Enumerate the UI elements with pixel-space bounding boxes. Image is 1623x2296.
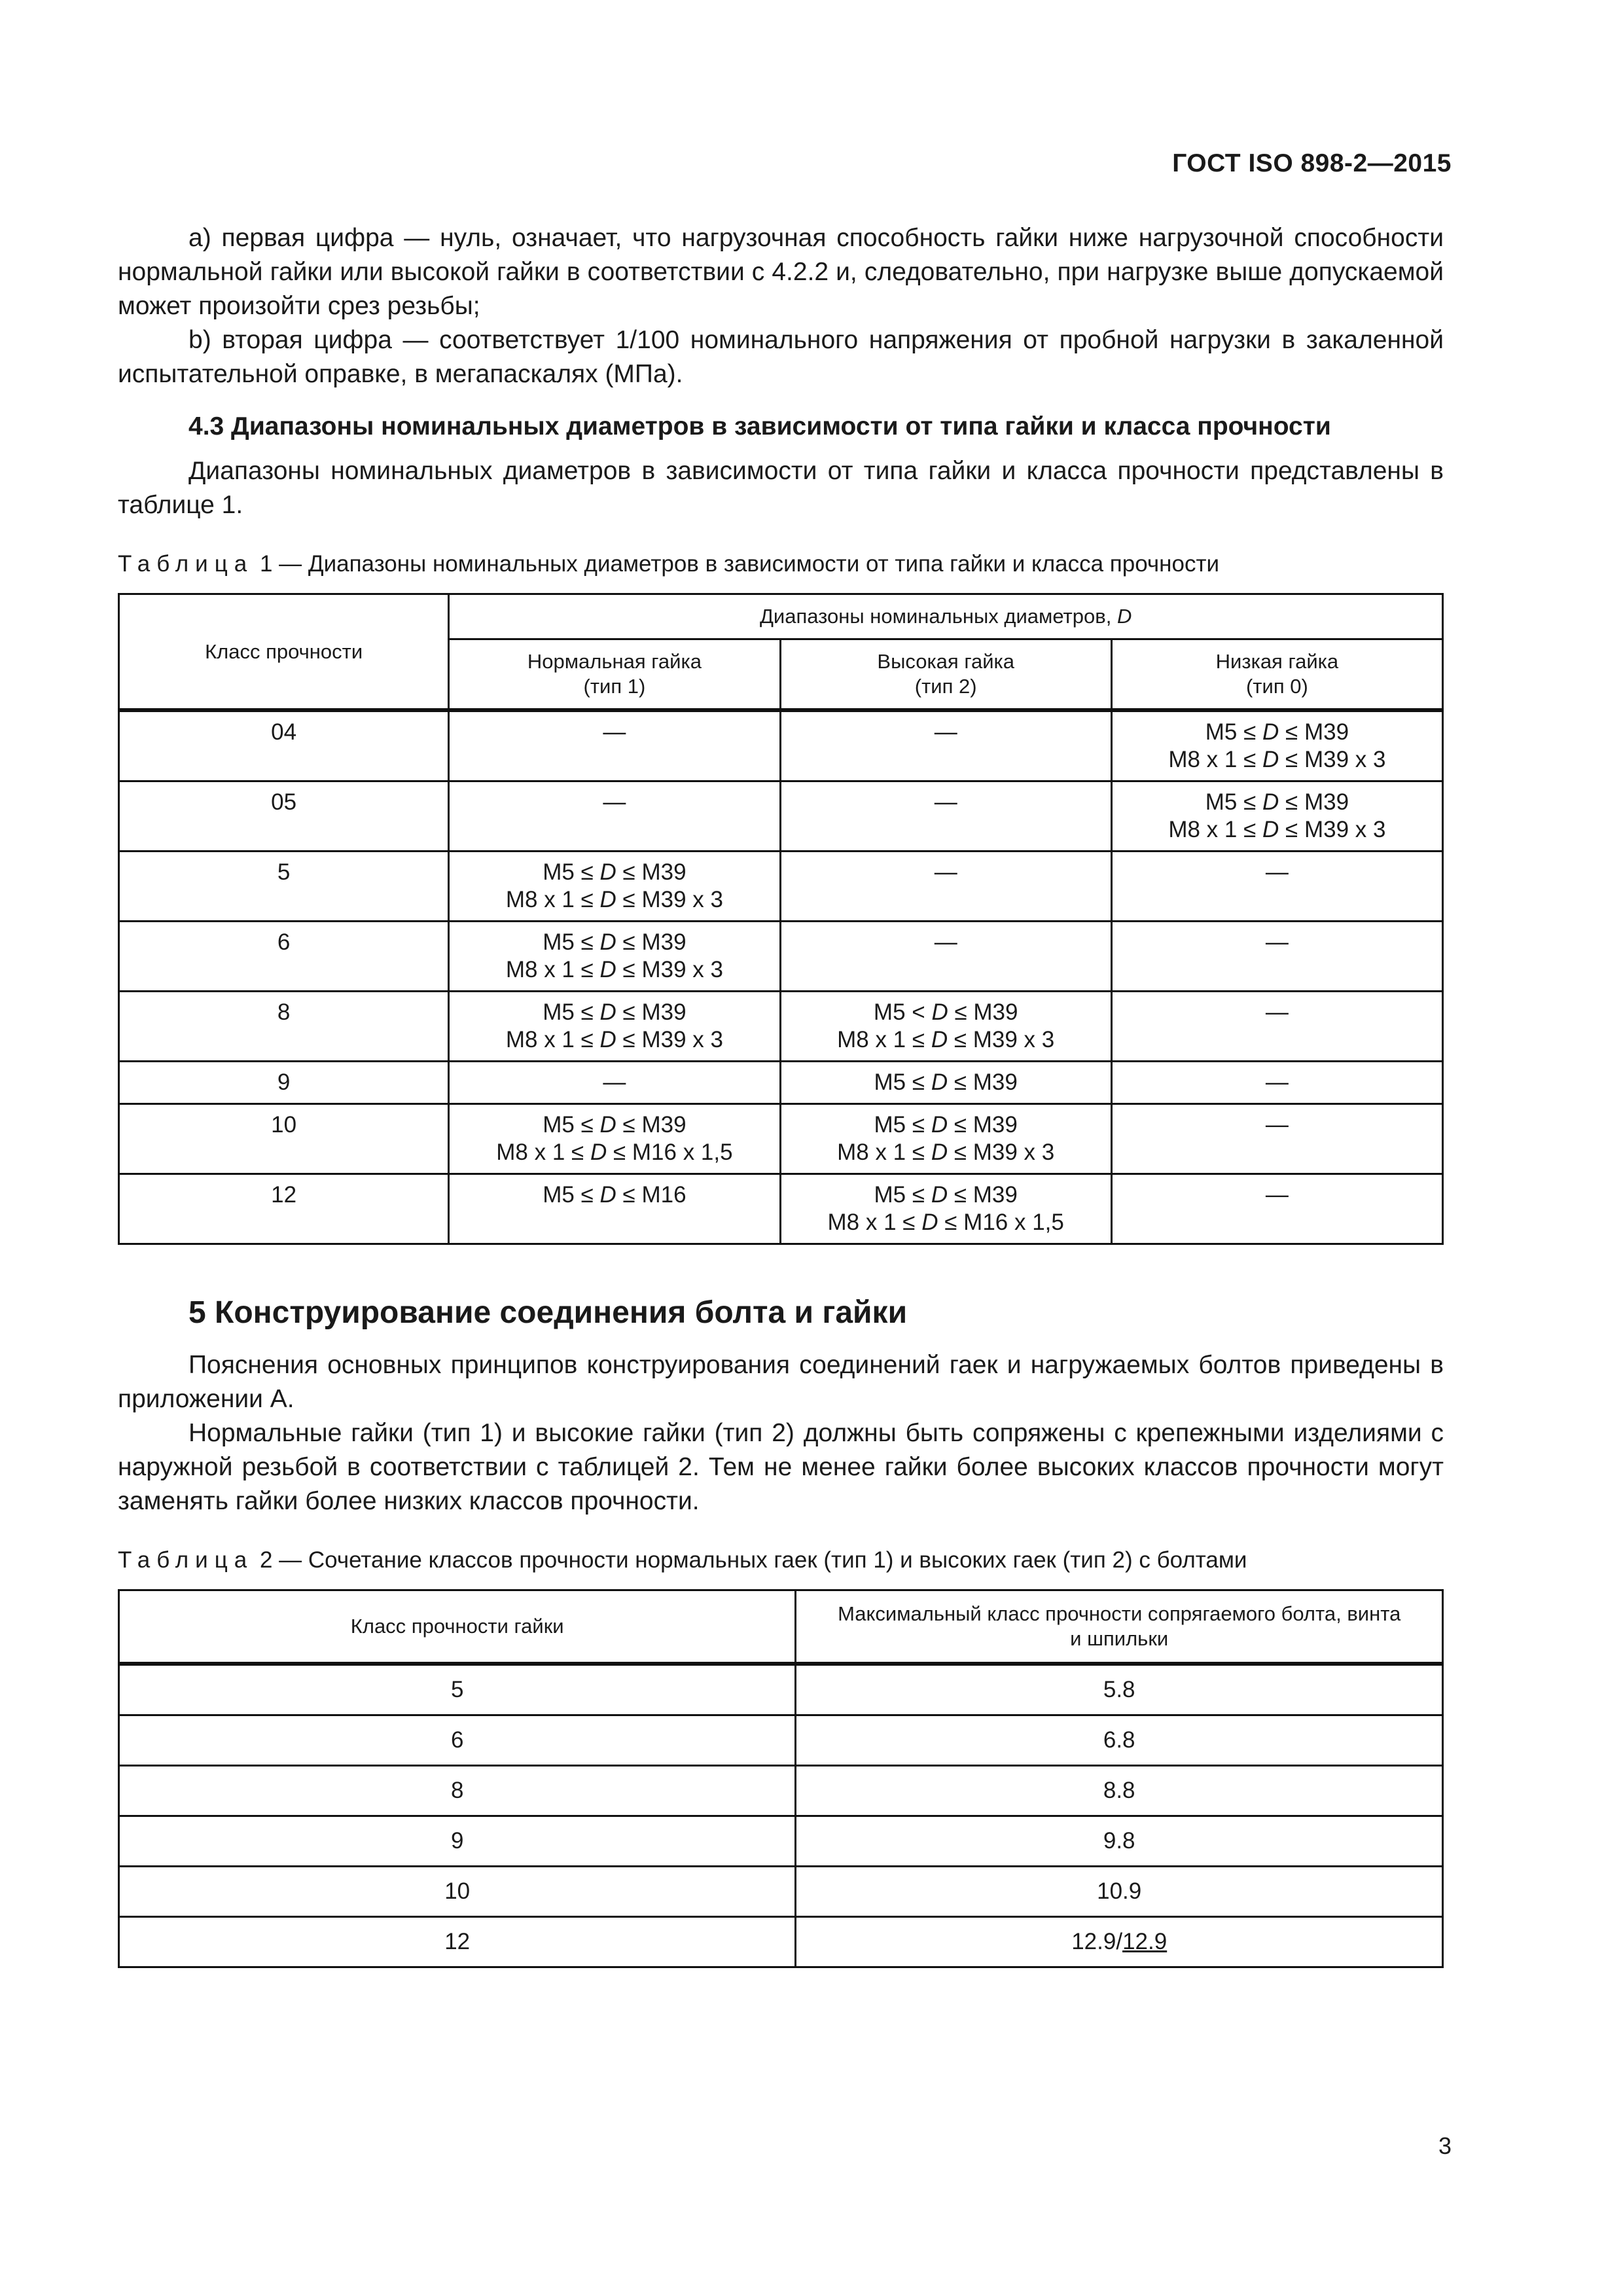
- table2-cell-bolt: [796, 1664, 1443, 1715]
- table1-group-header-text: Диапазоны номинальных диаметров, D: [759, 605, 1132, 628]
- table1-cell-class: 8: [119, 992, 449, 1062]
- table1-caption-text: 1 — Диапазоны номинальных диаметров в зависимости от типа гайки и класса прочности: [259, 551, 1220, 577]
- page-number: 3: [1438, 2132, 1452, 2159]
- table1-cell-type1-line1: —: [603, 789, 626, 815]
- table1-row: [119, 1062, 1443, 1104]
- table1-cell-type2: [780, 922, 1111, 992]
- section-4-3-text: Диапазоны номинальных диаметров в зависимости от типа гайки и класса прочности представлены в таблице 1.: [118, 457, 1444, 519]
- table1-header-type0-line1: Низкая гайка: [1215, 650, 1339, 673]
- table2: [118, 1589, 1444, 1968]
- table1-caption-label: Таблица: [118, 551, 254, 577]
- table1-cell-type0-line1: M5 ≤ D ≤ M39: [1205, 789, 1349, 815]
- table1-header-type2-line2: (тип 2): [914, 675, 977, 698]
- table1: [118, 593, 1444, 1245]
- table1-cell-type0-line1: —: [1265, 999, 1289, 1025]
- table1-cell-type0: [1111, 992, 1442, 1062]
- table1-header-class: Класс прочности: [119, 594, 449, 711]
- intro-paragraph-a: а) первая цифра — нуль, означает, что нагрузочная способность гайки ниже нагрузочной способности нормальной гайки или высокой гайки в соответствии с 4.2.2 и, следовательно, при нагрузке выше допускаемой может произойти срез резьбы;: [118, 224, 1444, 320]
- table2-row: [119, 1766, 1443, 1816]
- table1-cell-type2-line1: M5 ≤ D ≤ M39: [874, 1112, 1018, 1138]
- table1-cell-class: 5: [119, 852, 449, 922]
- table1-cell-type0: [1111, 922, 1442, 992]
- table2-caption: [118, 1546, 1444, 1575]
- doc-code-header: ГОСТ ISO 898-2—2015: [1172, 149, 1452, 177]
- table1-cell-class: 10: [119, 1104, 449, 1174]
- table1-cell-type2-line1: M5 ≤ D ≤ M39: [874, 1182, 1018, 1208]
- table1-header-type1-line2: (тип 1): [583, 675, 646, 698]
- table2-cell-nut: 6: [119, 1715, 796, 1766]
- table2-row: [119, 1917, 1443, 1967]
- table1-row: [119, 922, 1443, 992]
- table1-row: [119, 781, 1443, 852]
- table1-cell-type2-line1: M5 ≤ D ≤ M39: [874, 1069, 1018, 1095]
- table1-cell-type2-line2: M8 x 1 ≤ D ≤ M39 x 3: [837, 1027, 1055, 1052]
- table1-cell-type0: [1111, 852, 1442, 922]
- table1-cell-type0-line1: —: [1265, 929, 1289, 955]
- section-5-paragraph-1: Пояснения основных принципов конструирования соединений гаек и нагружаемых болтов приведены в приложении А.: [118, 1351, 1444, 1413]
- table1-cell-type1-line1: M5 ≤ D ≤ M39: [543, 1112, 687, 1138]
- table1-cell-type2-line2: M8 x 1 ≤ D ≤ M39 x 3: [837, 1139, 1055, 1165]
- table1-cell-type1: [449, 1174, 780, 1244]
- table2-cell-bolt-value: 8.8: [1103, 1778, 1135, 1803]
- table1-row: [119, 710, 1443, 781]
- section-4-3-title: 4.3 Диапазоны номинальных диаметров в зависимости от типа гайки и класса прочности: [188, 412, 1331, 440]
- table2-cell-bolt-value: 5.8: [1103, 1677, 1135, 1702]
- table1-cell-type1: [449, 1062, 780, 1104]
- table1-cell-type1: [449, 852, 780, 922]
- table2-cell-nut: 8: [119, 1766, 796, 1816]
- table2-row: [119, 1816, 1443, 1867]
- table1-cell-type0-line1: —: [1265, 1112, 1289, 1138]
- table1-caption: [118, 550, 1444, 579]
- table1-cell-type2-line1: —: [934, 719, 957, 745]
- table1-cell-type2: [780, 710, 1111, 781]
- table2-cell-bolt: [796, 1917, 1443, 1967]
- table1-cell-type0-line1: —: [1265, 859, 1289, 885]
- table2-header-bolt-line2: и шпильки: [1070, 1627, 1169, 1650]
- table2-cell-bolt: [796, 1867, 1443, 1917]
- table2-header-bolt-line1: Максимальный класс прочности сопрягаемого болта, винта: [838, 1602, 1401, 1625]
- table1-cell-class: 12: [119, 1174, 449, 1244]
- table2-cell-bolt-value: 6.8: [1103, 1727, 1135, 1753]
- table1-cell-type0-line2: M8 x 1 ≤ D ≤ M39 x 3: [1168, 817, 1386, 842]
- table1-cell-type0-line2: M8 x 1 ≤ D ≤ M39 x 3: [1168, 747, 1386, 772]
- table1-cell-type2-line2: M8 x 1 ≤ D ≤ M16 x 1,5: [827, 1210, 1064, 1235]
- table2-row: [119, 1867, 1443, 1917]
- table2-row: [119, 1664, 1443, 1715]
- table1-cell-type2-line1: M5 < D ≤ M39: [873, 999, 1018, 1025]
- table1-cell-type0: [1111, 1174, 1442, 1244]
- table2-header-bolt-class: [796, 1590, 1443, 1664]
- table1-cell-type0: [1111, 710, 1442, 781]
- table1-header-type1-line1: Нормальная гайка: [527, 650, 702, 673]
- table1-cell-type0-line1: M5 ≤ D ≤ M39: [1205, 719, 1349, 745]
- table1-cell-type1: [449, 710, 780, 781]
- table2-caption-text: 2 — Сочетание классов прочности нормальных гаек (тип 1) и высоких гаек (тип 2) с болтами: [259, 1547, 1247, 1573]
- table1-cell-type1-line1: M5 ≤ D ≤ M39: [543, 859, 687, 885]
- table1-cell-type0-line1: —: [1265, 1069, 1289, 1095]
- table1-cell-type2: [780, 1062, 1111, 1104]
- table2-cell-nut: 12: [119, 1917, 796, 1967]
- table2-cell-bolt: [796, 1766, 1443, 1816]
- table2-cell-bolt-value: 9.8: [1103, 1828, 1135, 1854]
- table1-row: [119, 1174, 1443, 1244]
- table2-cell-nut: 9: [119, 1816, 796, 1867]
- table1-header-type0: [1111, 639, 1442, 711]
- table1-cell-type1: [449, 922, 780, 992]
- page-content: [118, 221, 1444, 1968]
- table1-header-type2: [780, 639, 1111, 711]
- table1-cell-type1-line1: —: [603, 1069, 626, 1095]
- table1-cell-class: 9: [119, 1062, 449, 1104]
- table2-cell-nut: 5: [119, 1664, 796, 1715]
- table2-cell-bolt-value: 10.9: [1097, 1878, 1142, 1904]
- table1-header-type0-line2: (тип 0): [1245, 675, 1308, 698]
- table2-row: [119, 1715, 1443, 1766]
- table1-cell-type1-line2: M8 x 1 ≤ D ≤ M39 x 3: [505, 957, 723, 982]
- table1-cell-type2-line1: —: [934, 789, 957, 815]
- table1-cell-type1: [449, 1104, 780, 1174]
- table1-cell-type1: [449, 992, 780, 1062]
- table2-caption-label: Таблица: [118, 1547, 254, 1573]
- table2-cell-bolt-value: 12.9/: [1071, 1929, 1123, 1954]
- table1-header-type1: [449, 639, 780, 711]
- table1-cell-class: 6: [119, 922, 449, 992]
- table1-cell-type2-line1: —: [934, 929, 957, 955]
- table1-cell-type1: [449, 781, 780, 852]
- table2-cell-bolt-underlined: 12.9: [1122, 1929, 1168, 1954]
- table1-header-group: [449, 594, 1443, 639]
- table1-cell-type1-line2: M8 x 1 ≤ D ≤ M16 x 1,5: [496, 1139, 733, 1165]
- table1-cell-type1-line1: —: [603, 719, 626, 745]
- table1-cell-type1-line1: M5 ≤ D ≤ M39: [543, 929, 687, 955]
- table1-cell-type2: [780, 1174, 1111, 1244]
- table1-cell-type2-line1: —: [934, 859, 957, 885]
- table1-cell-type1-line1: M5 ≤ D ≤ M39: [543, 999, 687, 1025]
- intro-paragraph-b: b) вторая цифра — соответствует 1/100 номинального напряжения от пробной нагрузки в закаленной испытательной оправке, в мегапаскалях (МПа).: [118, 326, 1444, 388]
- table1-row: [119, 852, 1443, 922]
- table1-cell-type2: [780, 852, 1111, 922]
- table2-cell-bolt: [796, 1715, 1443, 1766]
- table1-cell-type1-line2: M8 x 1 ≤ D ≤ M39 x 3: [505, 1027, 723, 1052]
- table2-cell-bolt: [796, 1816, 1443, 1867]
- table1-header-type2-line1: Высокая гайка: [877, 650, 1014, 673]
- table2-header-nut-class: Класс прочности гайки: [119, 1590, 796, 1664]
- table1-cell-type2: [780, 992, 1111, 1062]
- table1-cell-type2: [780, 1104, 1111, 1174]
- table2-cell-nut: 10: [119, 1867, 796, 1917]
- table1-cell-type1-line1: M5 ≤ D ≤ M16: [543, 1182, 687, 1208]
- section-5-paragraph-2: Нормальные гайки (тип 1) и высокие гайки (тип 2) должны быть сопряжены с крепежными изделиями с наружной резьбой в соответствии с таблицей 2. Тем не менее гайки более высоких классов прочности могут заменять гайки более низких классов прочности.: [118, 1419, 1444, 1515]
- table1-row: [119, 1104, 1443, 1174]
- table1-cell-class: 05: [119, 781, 449, 852]
- table1-row: [119, 992, 1443, 1062]
- table1-cell-type0-line1: —: [1265, 1182, 1289, 1208]
- table1-cell-type0: [1111, 781, 1442, 852]
- table1-cell-class: 04: [119, 710, 449, 781]
- table1-cell-type2: [780, 781, 1111, 852]
- section-5-title: 5 Конструирование соединения болта и гайки: [188, 1295, 908, 1330]
- table1-cell-type1-line2: M8 x 1 ≤ D ≤ M39 x 3: [505, 887, 723, 912]
- table1-cell-type0: [1111, 1062, 1442, 1104]
- table1-cell-type0: [1111, 1104, 1442, 1174]
